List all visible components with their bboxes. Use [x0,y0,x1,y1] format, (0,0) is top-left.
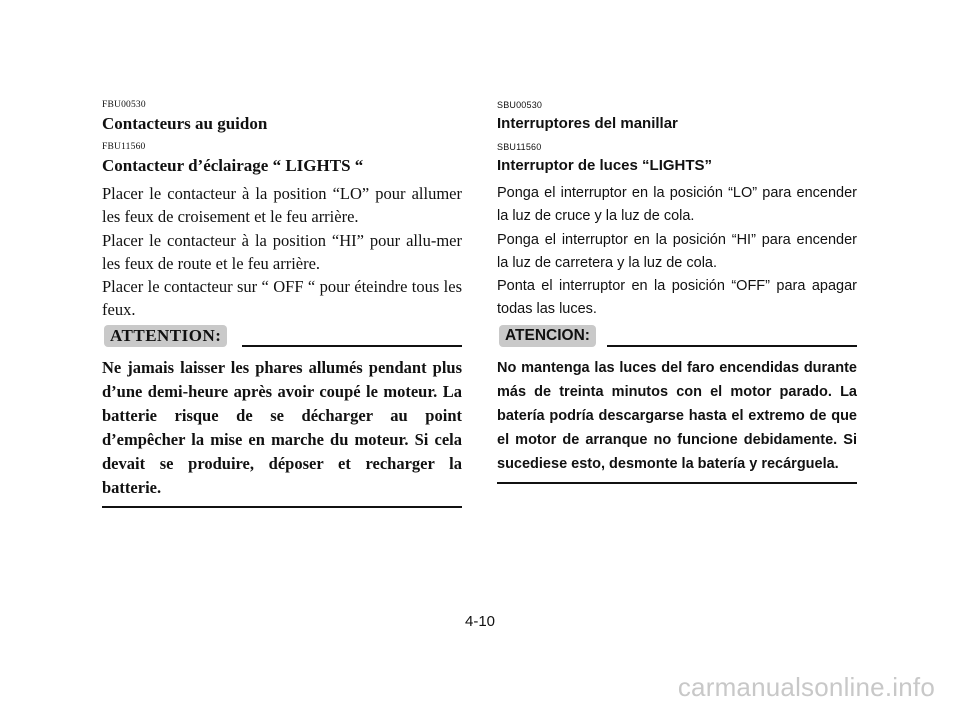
subsection-title: Interruptor de luces “LIGHTS” [497,157,713,174]
section-title: Interruptores del manillar [497,115,678,132]
page-number: 4-10 [464,613,496,630]
paragraph-hi: Ponga el interruptor en la posición “HI” para encender la luz de carretera y la luz de cola. [497,231,857,271]
warning-text: Ne jamais laisser les phares allumés pendant plus d’une demi-heure après avoir coupé le moteur. La batterie risque de se décharger au point d’empêcher la mise en marche du moteur. Si cela devait se produire, déposer et recharger la batterie. [102,357,462,497]
warning-rule [607,345,857,347]
section-title: Contacteurs au guidon [102,114,268,133]
spanish-column [497,98,857,484]
subsection-title: Contacteur d’éclairage “ LIGHTS “ [102,156,364,175]
paragraph-off: Placer le contacteur sur “ OFF “ pour éteindre tous les feux. [102,277,462,320]
warning-bottom-rule [102,506,462,508]
subsection-code: FBU11560 [102,142,146,152]
watermark: carmanualsonline.info [677,672,935,702]
paragraph-lo: Ponga el interruptor en la posición “LO” para encender la luz de cruce y la luz de cola. [497,185,857,225]
warning-label: ATTENTION: [104,325,227,347]
french-column [102,98,462,508]
warning-header [497,325,857,351]
section-code: FBU00530 [102,100,146,110]
warning-header [102,325,462,351]
warning-text: No mantenga las luces del faro encendidas durante más de treinta minutos con el motor parado. La batería podría descargarse hasta el extremo de que el motor de arranque no funcione debidamente. Si sucediese esto, desmonte la batería y recárguela. [497,359,857,472]
paragraph-off: Ponta el interruptor en la posición “OFF” para apagar todas las luces. [497,278,857,318]
warning-rule [242,345,462,347]
subsection-code: SBU11560 [497,142,542,152]
section-code: SBU00530 [497,100,543,110]
paragraph-hi: Placer le contacteur à la position “HI” pour allu-mer les feux de route et le feu arrière. [102,230,462,273]
warning-label: ATENCION: [499,325,596,347]
warning-bottom-rule [497,482,857,484]
paragraph-lo: Placer le contacteur à la position “LO” pour allumer les feux de croisement et le feu arrière. [102,184,462,227]
